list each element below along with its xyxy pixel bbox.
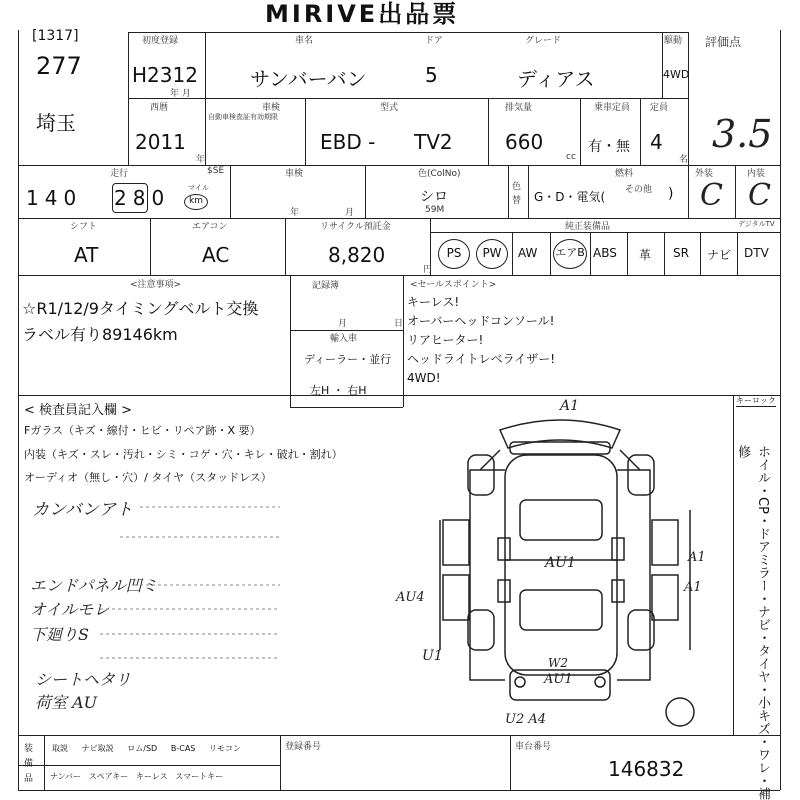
- footer-items-bottom: [50, 771, 223, 782]
- inspection-month-label: 月: [345, 208, 355, 218]
- damage-mark-rear-1: W2: [548, 656, 568, 670]
- damage-mark-rear-3: U2 A4: [505, 712, 547, 727]
- label-digital-tv: デジタルTV: [738, 220, 775, 228]
- footer-item: リモコン: [209, 744, 242, 753]
- label-capacity-doc: 乗車定員: [594, 103, 631, 113]
- import-value: ディーラー・並行: [304, 353, 392, 366]
- footer-item: スマートキー: [175, 772, 224, 781]
- grade-value: ディアス: [517, 67, 595, 91]
- label-year: 西暦: [150, 103, 169, 113]
- footer-item: ナンバー: [50, 772, 82, 781]
- recycle-value: 8,820: [328, 243, 386, 267]
- mileage-unit-miles: マイル: [188, 184, 209, 192]
- record-month: 月: [338, 319, 348, 329]
- first-registration-value: H2312: [132, 63, 198, 87]
- label-exterior: 外装: [695, 169, 714, 179]
- damage-mark-right-2: A1: [684, 580, 702, 595]
- label-registration-number: 登録番号: [285, 742, 322, 752]
- chassis-number-value: 146832: [608, 757, 685, 781]
- fuel-close: ): [668, 186, 674, 202]
- label-score: 評価点: [705, 35, 742, 49]
- label-door: ドア: [425, 36, 443, 46]
- label-fuel-type: 燃料: [615, 169, 634, 179]
- inspector-line-2: 内装（キズ・スレ・汚れ・シミ・コゲ・穴・キレ・破れ・割れ）: [24, 448, 343, 461]
- damage-mark-rear-2: AU1: [544, 672, 573, 687]
- label-chassis-number: 車台番号: [515, 742, 552, 752]
- shift-value: AT: [74, 243, 99, 267]
- label-model: 型式: [380, 103, 399, 113]
- record-day: 日: [394, 319, 404, 329]
- color-change-label: 色替: [512, 182, 522, 206]
- displacement-value: 660: [505, 130, 544, 154]
- score-value: 3.5: [712, 112, 773, 156]
- label-fuel-other: その他: [625, 185, 653, 195]
- drive-value: 4WD: [663, 68, 690, 81]
- mileage-value-b: 280: [114, 186, 171, 210]
- label-color: 色(ColNo): [418, 169, 461, 179]
- equipment-leather: 革: [639, 248, 652, 262]
- sales-point: キーレス!: [407, 295, 460, 309]
- sales-point: ヘッドライトレベライザー!: [407, 352, 556, 366]
- color-code: 59M: [425, 205, 445, 215]
- label-first-registration: 初度登録: [142, 36, 179, 46]
- label-s: $SE: [207, 166, 225, 176]
- label-inspection-sub: 自動車検査証有効期限: [208, 113, 278, 121]
- handwritten-note-4: 下廻りS: [30, 625, 89, 644]
- model-prefix: EBD -: [320, 130, 376, 154]
- footer-item: キーレス: [136, 772, 168, 781]
- equipment-sunroof: SR: [673, 246, 689, 260]
- handwritten-note-1: カンバンアト: [32, 500, 133, 520]
- document-value: 有・無: [588, 139, 630, 155]
- handwritten-note-3: オイルモレ: [30, 600, 110, 619]
- yen-unit: 円: [423, 265, 433, 275]
- capacity-value: 4: [650, 130, 663, 154]
- damage-mark-left: AU4: [396, 590, 425, 605]
- inspection-year-label: 年: [290, 208, 300, 218]
- label-record-book: 記録簿: [312, 281, 340, 291]
- sales-point: 4WD!: [407, 371, 441, 385]
- label-shift: シフト: [70, 222, 98, 232]
- label-drive: 駆動: [664, 36, 683, 46]
- equipment-pw: PW: [476, 239, 508, 269]
- equipment-ps: PS: [438, 239, 470, 269]
- label-equipment: 純正装備品: [565, 222, 611, 232]
- mileage-unit-km: km: [184, 194, 208, 210]
- cc-unit: cc: [566, 152, 576, 162]
- equipment-aw: AW: [518, 246, 538, 260]
- lot-number: 277: [36, 52, 82, 80]
- damage-mark-left-lower: U1: [422, 648, 443, 664]
- label-inspection: 車検: [262, 103, 281, 113]
- lot-ref: [1317]: [32, 28, 79, 44]
- label-fuel-date: 車検: [285, 169, 304, 179]
- label-aircon: エアコン: [192, 222, 228, 232]
- interior-grade: C: [748, 178, 771, 213]
- footer-item: ナビ取説: [81, 744, 114, 753]
- car-name-value: サンバーバン: [250, 67, 367, 91]
- handle-value: 左H ・ 右H: [310, 384, 367, 397]
- label-import: 輸入車: [330, 334, 358, 344]
- label-displacement: 排気量: [505, 103, 533, 113]
- label-mileage: 走行: [110, 169, 129, 179]
- label-recycle: リサイクル預託金: [320, 222, 391, 232]
- damage-mark-front: A1: [560, 398, 580, 414]
- fuel-value: G・D・電気(: [534, 190, 606, 204]
- sales-point: オーバーヘッドコンソール!: [407, 314, 555, 328]
- label-car-name: 車名: [295, 36, 314, 46]
- exterior-grade: C: [700, 178, 723, 213]
- label-grade: グレード: [525, 36, 562, 46]
- footer-items-top: [52, 743, 241, 754]
- door-value: 5: [425, 63, 438, 87]
- footer-item: ロム/SD: [127, 744, 158, 753]
- label-notes: <注意事項>: [130, 280, 182, 290]
- aircon-value: AC: [202, 243, 230, 267]
- label-sales-points: <セールスポイント>: [410, 280, 497, 290]
- side-checklist: ホイル・CP・ドアミラー・ナビ・タイヤ・小キズ・ワレ・補修: [735, 445, 770, 800]
- footer-item: 取説: [52, 744, 68, 753]
- notes-line-2: ラベル有り89146km: [22, 325, 178, 344]
- equipment-airbag: エアB: [553, 239, 587, 269]
- footer-item: B-CAS: [170, 744, 196, 753]
- damage-mark-center: AU1: [545, 555, 576, 571]
- label-inspector: < 検査員記入欄 >: [24, 403, 133, 418]
- label-equipment-items: 装備品: [24, 744, 34, 784]
- capacity-unit: 名: [679, 155, 689, 165]
- year-month-label: 年 月: [170, 89, 191, 99]
- inspector-line-3: オーディオ（無し・穴）/ タイヤ（スタッドレス）: [24, 471, 272, 484]
- label-interior: 内装: [747, 169, 766, 179]
- equipment-dtv: DTV: [744, 246, 769, 260]
- handwritten-note-5: シートヘタリ: [35, 670, 132, 689]
- lot-region: 埼玉: [36, 111, 76, 135]
- handwritten-note-6: 荷室 AU: [35, 693, 98, 712]
- inspector-line-1: Fガラス（キズ・線付・ヒビ・リペア跡・X 要）: [24, 424, 261, 437]
- color-value: シロ: [420, 189, 448, 205]
- handwritten-note-2: エンドパネル凹ミ: [30, 576, 158, 595]
- year-value: 2011: [135, 130, 186, 154]
- footer-item: スペアキー: [88, 772, 129, 781]
- mileage-value-a: 140: [26, 186, 83, 210]
- equipment-navi: ナビ: [707, 248, 732, 262]
- notes-line-1: ☆R1/12/9タイミングベルト交換: [22, 299, 259, 318]
- model-value: TV2: [414, 130, 453, 154]
- equipment-abs: ABS: [593, 246, 617, 260]
- sales-point: リアヒーター!: [407, 333, 484, 347]
- label-capacity: 定員: [650, 103, 669, 113]
- year-unit: 年: [196, 155, 206, 165]
- label-keylock: キーロック: [736, 396, 776, 405]
- damage-mark-right-1: A1: [688, 550, 706, 565]
- sheet-title: MIRIVE出品票: [265, 0, 460, 28]
